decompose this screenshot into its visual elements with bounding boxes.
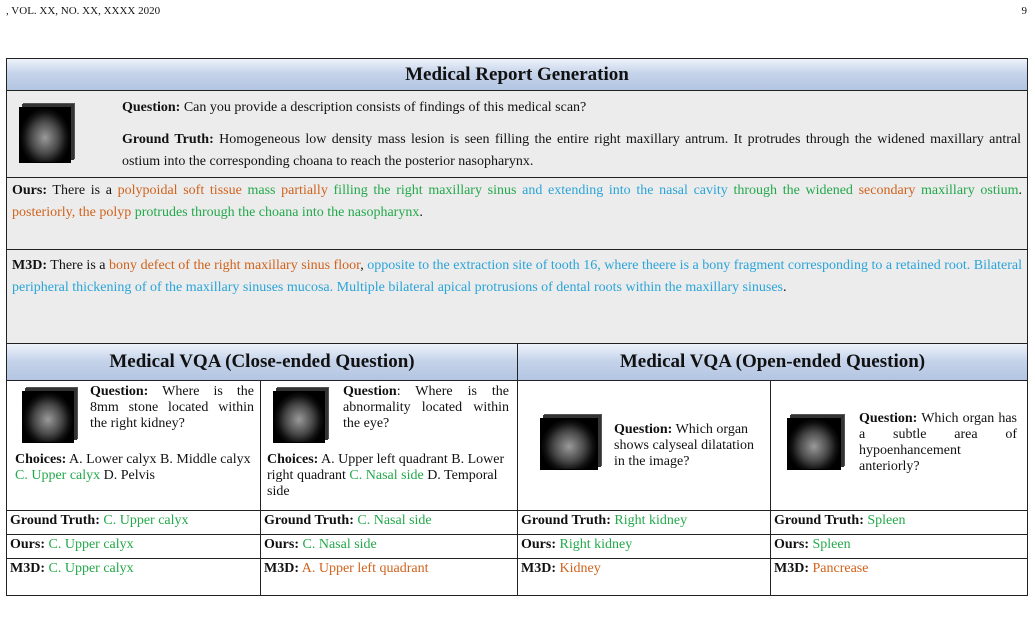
ground-truth-label: Ground Truth: <box>521 513 611 528</box>
report-question <box>122 97 1021 119</box>
ours-label: Ours: <box>264 537 299 552</box>
vqa-section <box>7 344 1027 595</box>
text-segment: filling the right maxillary sinus <box>333 183 523 198</box>
m3d-value: A. Upper left quadrant <box>299 561 429 576</box>
ct-kidney-thumbnail <box>22 391 74 443</box>
text-segment: , <box>360 258 368 273</box>
ours-text <box>12 183 1022 220</box>
question-text: : Where is the abnormality located within the eye? <box>343 384 509 431</box>
question-text: Where is the 8mm stone located within the right kidney? <box>90 384 254 431</box>
vqa-close-item-1 <box>7 381 260 510</box>
question-label: Question: <box>122 100 181 115</box>
question-text: Which organ shows calyseal dilatation in the image? <box>614 422 754 469</box>
ours-answer-row <box>771 535 1027 555</box>
vqa-open-2-question <box>859 411 1017 475</box>
report-ours <box>7 178 1027 250</box>
ground-truth-value: C. Upper calyx <box>99 513 189 528</box>
vqa-open-title: Medical VQA (Open-ended Question) <box>518 344 1027 381</box>
m3d-answer-row <box>771 559 1027 579</box>
text-segment: bony defect of the right maxillary sinus floor <box>109 258 361 273</box>
ground-truth-label: Ground Truth: <box>774 513 864 528</box>
text-segment: There is a <box>47 258 110 273</box>
ours-label: Ours: <box>774 537 809 552</box>
vqa-close-2-choices <box>267 452 511 500</box>
ct-scan-thumbnail <box>19 107 71 163</box>
ours-value: C. Upper calyx <box>45 537 134 552</box>
ours-answer-row <box>261 535 517 555</box>
m3d-value: Kidney <box>556 561 601 576</box>
ours-label: Ours: <box>12 183 47 198</box>
ours-value: Spleen <box>809 537 851 552</box>
text-segment: protrudes through the choana into the nasopharynx <box>134 205 420 220</box>
ground-truth-value: Spleen <box>863 513 906 528</box>
m3d-answer-row <box>7 559 260 579</box>
m3d-text <box>12 258 1022 295</box>
qualitative-figure <box>6 58 1028 596</box>
m3d-answer-row <box>518 559 770 579</box>
vqa-close-1-question <box>90 384 254 432</box>
text-segment: mass <box>247 183 282 198</box>
m3d-label: M3D: <box>774 561 809 576</box>
text-segment: opposite to the extraction site of tooth 16, where theere is a bony fragment corresponding to a retained root. Bilateral peripheral thickening of of the maxillary sinuses mucosa. Multiple bilateral apical protrusions of dental roots within the maxillary sinuses <box>12 258 1023 295</box>
ground-truth-answer-row <box>771 511 1027 531</box>
ground-truth-label: Ground Truth: <box>264 513 354 528</box>
vqa-open-1-question <box>614 422 764 470</box>
m3d-value: C. Upper calyx <box>45 561 134 576</box>
page-number: 9 <box>1021 5 1027 17</box>
text-segment: maxillary ostium <box>921 183 1019 198</box>
vqa-close-title: Medical VQA (Close-ended Question) <box>7 344 517 381</box>
ground-truth-answer-row <box>518 511 770 531</box>
ct-abdomen-2-thumbnail <box>787 418 841 470</box>
report-ground-truth <box>122 129 1021 173</box>
text-segment: . <box>419 205 423 220</box>
running-header: , VOL. XX, NO. XX, XXXX 2020 <box>6 5 161 17</box>
ct-eye-thumbnail <box>273 391 325 443</box>
text-segment: C. Nasal side <box>349 468 424 483</box>
question-text: Can you provide a description consists of findings of this medical scan? <box>180 100 587 115</box>
vqa-close-1-choices <box>15 452 255 484</box>
question-label: Question: <box>859 411 918 426</box>
ours-answer-row <box>518 535 770 555</box>
text-segment: C. Upper calyx <box>15 468 101 483</box>
text-segment: D. Pelvis <box>100 468 155 483</box>
ground-truth-value: C. Nasal side <box>353 513 432 528</box>
question-label: Question: <box>90 384 149 399</box>
text-segment: D. Temporal side <box>267 468 498 499</box>
text-segment: . <box>782 280 787 295</box>
vqa-open-item-2 <box>771 381 1027 510</box>
ours-value: C. Nasal side <box>299 537 377 552</box>
m3d-answer-row <box>261 559 517 579</box>
ours-value: Right kidney <box>556 537 633 552</box>
text-segment: polypoidal soft tissue <box>117 183 248 198</box>
choices-label: Choices: <box>15 452 67 467</box>
m3d-value: Pancrease <box>809 561 869 576</box>
text-segment: and extending into the nasal cavity <box>522 183 734 198</box>
question-label: Question: <box>614 422 673 437</box>
ground-truth-answer-row <box>7 511 260 531</box>
ground-truth-value: Right kidney <box>610 513 688 528</box>
ours-label: Ours: <box>10 537 45 552</box>
ours-label: Ours: <box>521 537 556 552</box>
ours-answer-row <box>7 535 260 555</box>
ground-truth-label: Ground Truth: <box>122 132 214 147</box>
ground-truth-answer-row <box>261 511 517 531</box>
text-segment: A. Upper left quadrant B. Lower right quadrant <box>267 452 505 483</box>
vqa-open-item-1 <box>518 381 770 510</box>
m3d-label: M3D: <box>264 561 299 576</box>
m3d-label: M3D: <box>521 561 556 576</box>
ground-truth-text: Homogeneous low density mass lesion is seen filling the entire right maxillary antrum. It protrudes through the widened maxillary antral ostium into the corresponding choana to reach the posterior nasopharynx. <box>122 132 1021 169</box>
question-label: Question <box>343 384 397 399</box>
vqa-close-2-question <box>343 384 509 432</box>
question-text: Which organ has a subtle area of hypoenhancement anteriorly? <box>859 411 1017 474</box>
report-title: Medical Report Generation <box>7 59 1027 91</box>
text-segment: There is a <box>47 183 118 198</box>
report-question-section <box>7 91 1027 178</box>
m3d-label: M3D: <box>12 258 47 273</box>
choices-label: Choices: <box>267 452 319 467</box>
text-segment: secondary <box>858 183 922 198</box>
report-m3d <box>7 250 1027 344</box>
vqa-close-item-2 <box>261 381 517 510</box>
m3d-label: M3D: <box>10 561 45 576</box>
ground-truth-label: Ground Truth: <box>10 513 100 528</box>
text-segment: A. Lower calyx <box>66 452 157 467</box>
text-segment: B. Middle calyx <box>156 452 251 467</box>
text-segment: . <box>1018 183 1022 198</box>
text-segment: posteriorly, the polyp <box>12 205 135 220</box>
ct-abdomen-thumbnail <box>540 418 598 470</box>
text-segment: partially <box>281 183 334 198</box>
text-segment: through the widened <box>733 183 859 198</box>
